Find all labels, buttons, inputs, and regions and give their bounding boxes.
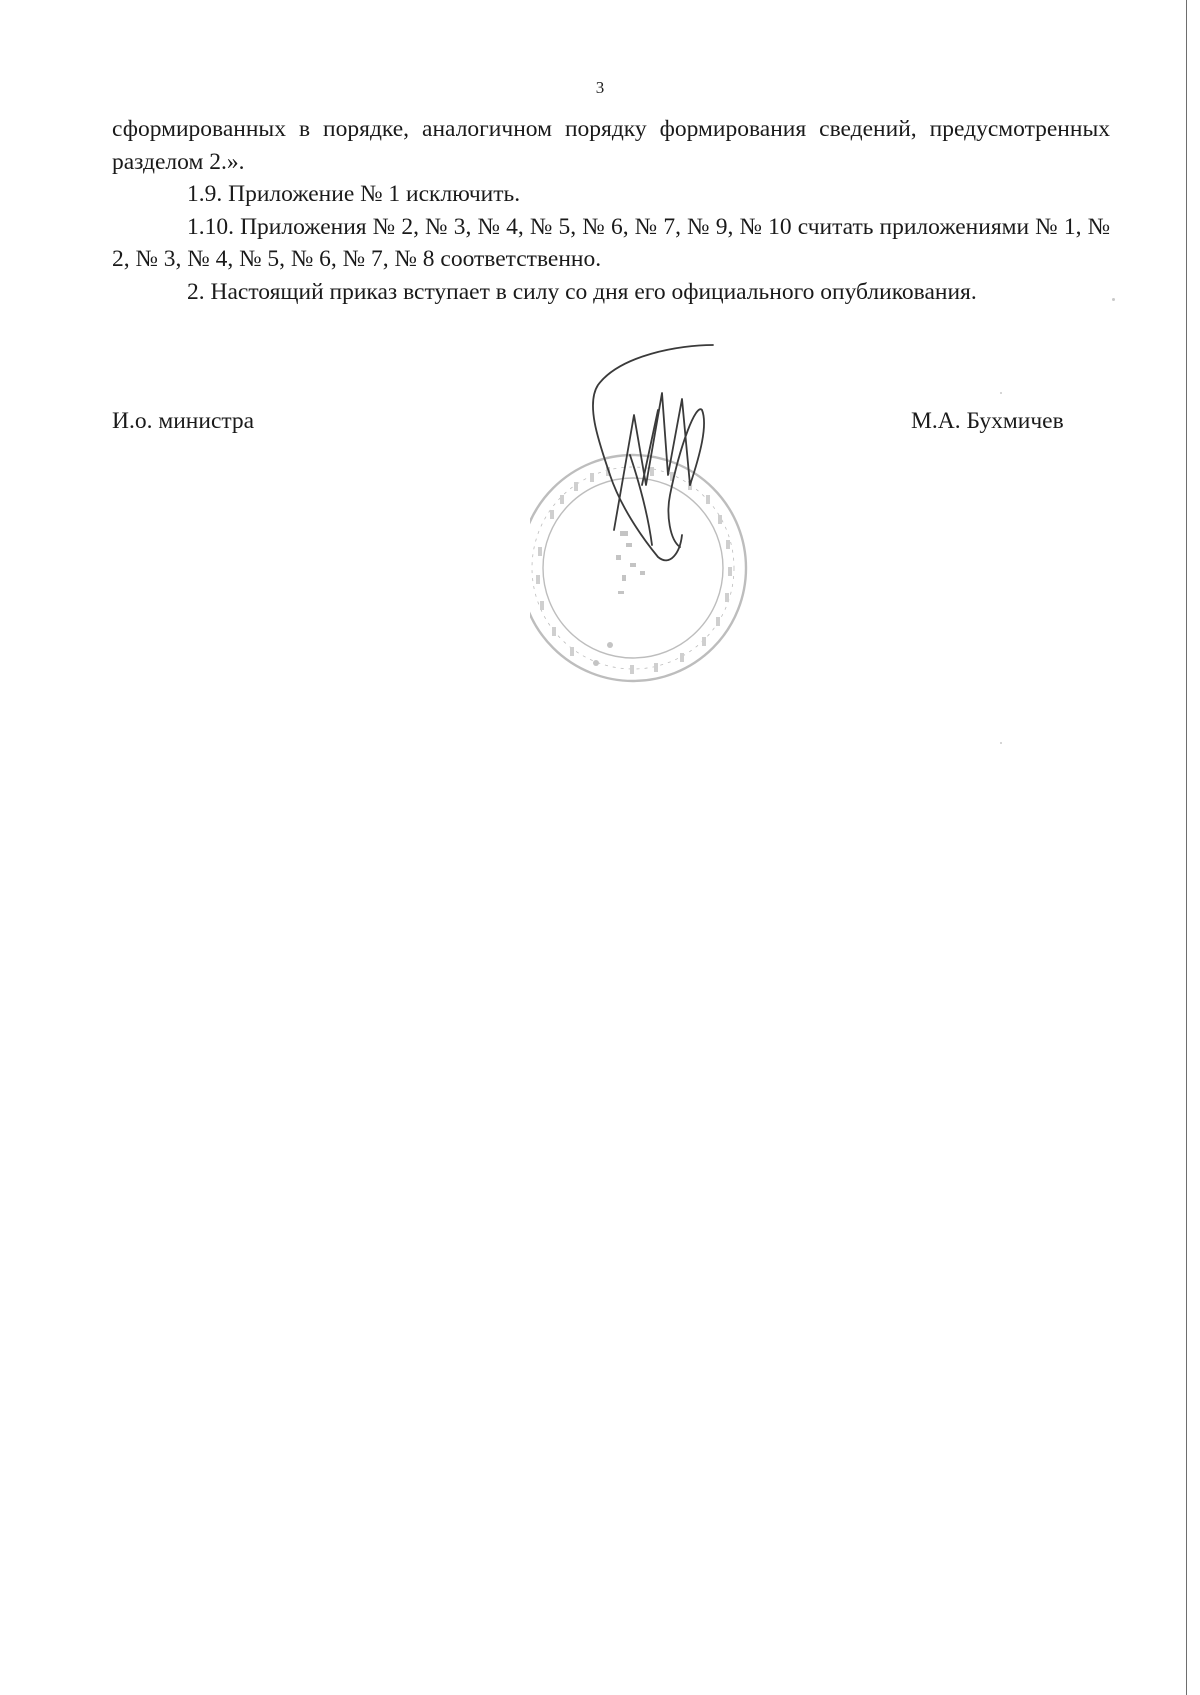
- page-number: 3: [595, 78, 605, 97]
- scan-speck: [1000, 742, 1002, 744]
- signatory-title: И.о. министра: [112, 408, 255, 434]
- official-seal-icon: [530, 335, 790, 695]
- document-body: [112, 113, 1110, 308]
- paragraph-continuation: сформированных в порядке, аналогичном порядку формирования сведений, предусмотренных разделом 2.».: [112, 116, 1110, 175]
- scan-speck: [1112, 298, 1115, 301]
- signatory-name: М.А. Бухмичев: [911, 408, 1064, 434]
- paragraph-1-10: 1.10. Приложения № 2, № 3, № 4, № 5, № 6, № 7, № 9, № 10 считать приложениями № 1, № 2, № 3, № 4, № 5, № 6, № 7, № 8 соответственно.: [112, 213, 1110, 272]
- seal-and-signature: [530, 335, 790, 695]
- paragraph-2: 2. Настоящий приказ вступает в силу со дня его официального опубликования.: [187, 278, 977, 305]
- paragraph-1-9: 1.9. Приложение № 1 исключить.: [187, 181, 521, 207]
- page-edge-line: [1186, 0, 1187, 1695]
- scan-speck: [1000, 392, 1002, 394]
